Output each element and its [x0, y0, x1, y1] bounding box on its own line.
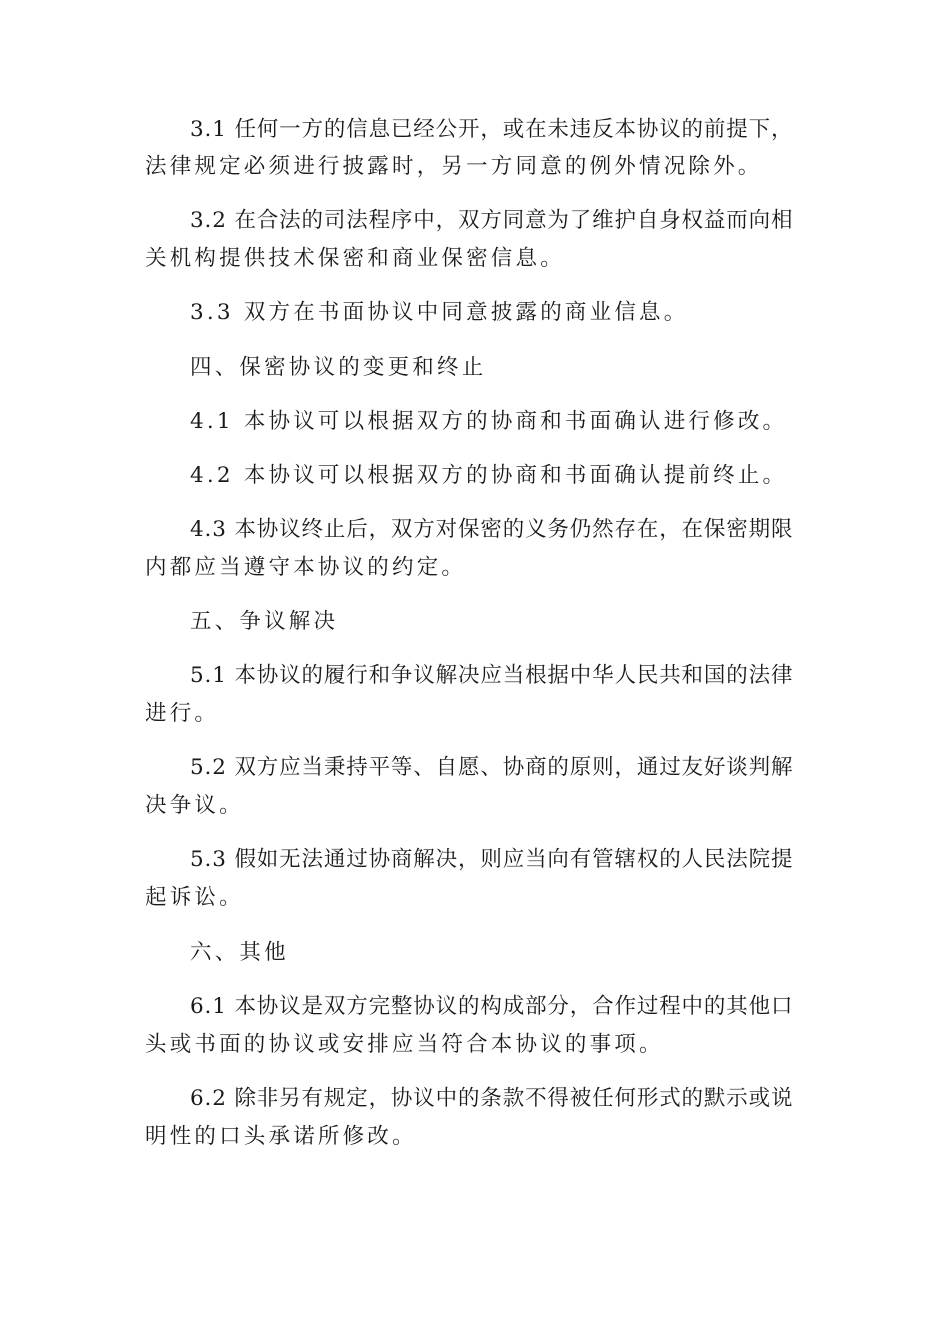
- clause-3-1-line-2: 法律规定必须进行披露时，另一方同意的例外情况除外。: [145, 154, 763, 179]
- clause-3-3: 3.3 双方在书面协议中同意披露的商业信息。: [190, 300, 689, 325]
- clause-5-1-line-1: 5.1 本协议的履行和争议解决应当根据中华人民共和国的法律: [190, 663, 794, 688]
- clause-6-2-line-1: 6.2 除非另有规定，协议中的条款不得被任何形式的默示或说: [190, 1086, 794, 1111]
- clause-5-3-line-1: 5.3 假如无法通过协商解决，则应当向有管辖权的人民法院提: [190, 847, 794, 872]
- clause-6-2-line-2: 明性的口头承诺所修改。: [145, 1124, 417, 1149]
- clause-6-1-line-1: 6.1 本协议是双方完整协议的构成部分，合作过程中的其他口: [190, 994, 794, 1019]
- clause-3-1-line-1: 3.1 任何一方的信息已经公开，或在未违反本协议的前提下，: [190, 117, 794, 142]
- clause-3-2-line-2: 关机构提供技术保密和商业保密信息。: [145, 246, 565, 271]
- clause-4-3-line-2: 内都应当遵守本协议的约定。: [145, 555, 467, 580]
- clause-5-3-line-2: 起诉讼。: [145, 885, 244, 910]
- clause-6-1-line-2: 头或书面的协议或安排应当符合本协议的事项。: [145, 1032, 664, 1057]
- clause-5-2-line-1: 5.2 双方应当秉持平等、自愿、协商的原则，通过友好谈判解: [190, 755, 794, 780]
- clause-3-2-line-1: 3.2 在合法的司法程序中，双方同意为了维护自身权益而向相: [190, 208, 794, 233]
- clause-4-2: 4.2 本协议可以根据双方的协商和书面确认提前终止。: [190, 463, 788, 488]
- clause-5-1-line-2: 进行。: [145, 701, 220, 726]
- clause-4-3-line-1: 4.3 本协议终止后，双方对保密的义务仍然存在，在保密期限: [190, 517, 794, 542]
- section-heading-5: 五、争议解决: [190, 609, 339, 634]
- section-heading-6: 六、其他: [190, 940, 289, 965]
- clause-5-2-line-2: 决争议。: [145, 793, 244, 818]
- section-heading-4: 四、保密协议的变更和终止: [190, 355, 487, 380]
- clause-4-1: 4.1 本协议可以根据双方的协商和书面确认进行修改。: [190, 409, 788, 434]
